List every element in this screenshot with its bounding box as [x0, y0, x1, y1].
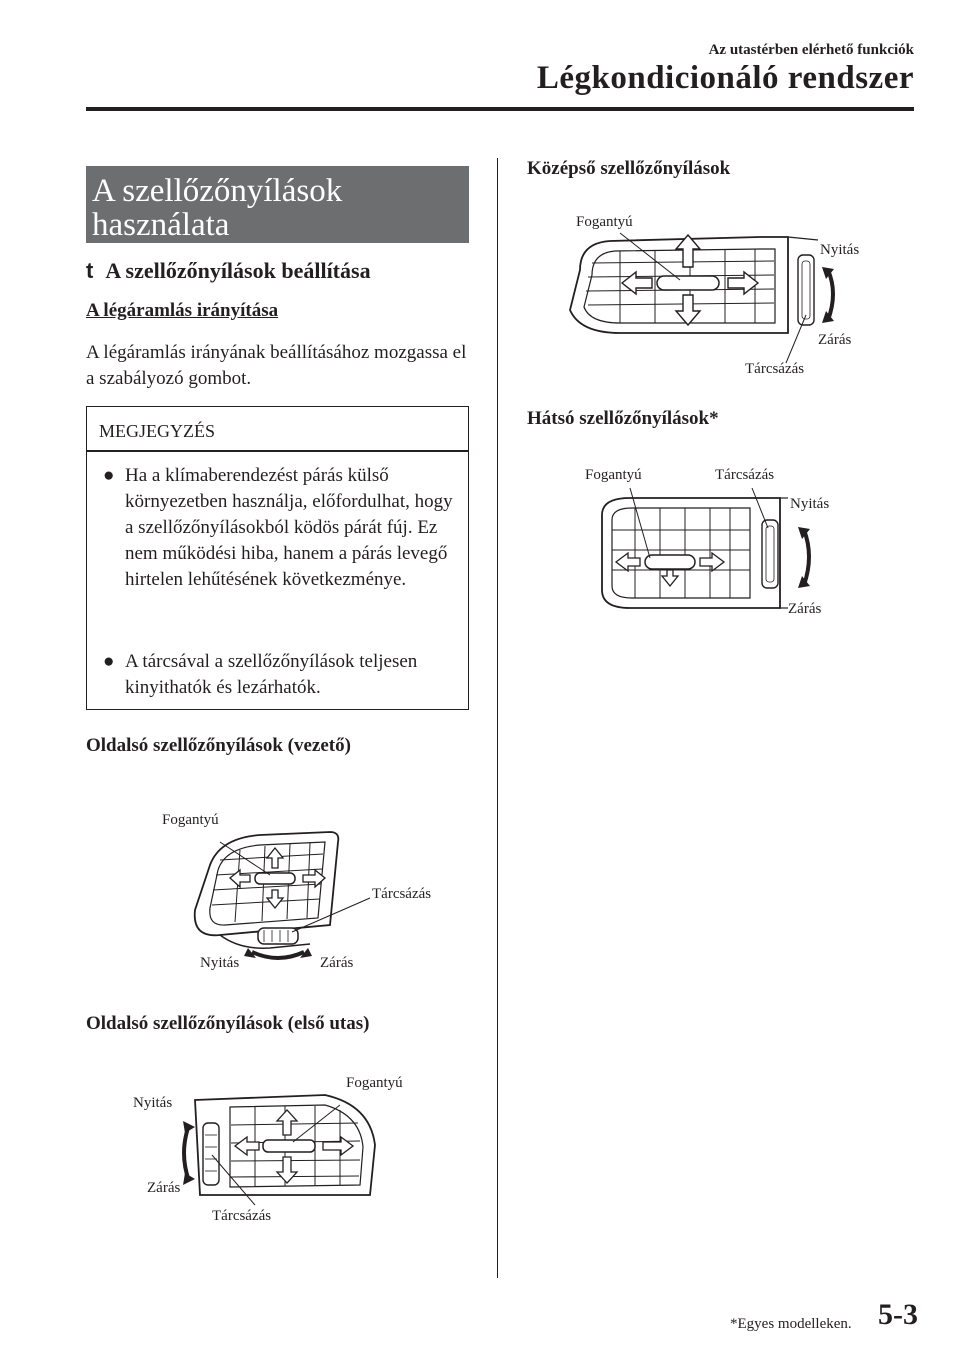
label-open: Nyitás — [820, 242, 860, 258]
page-number: 5-3 — [878, 1298, 918, 1331]
label-close: Zárás — [788, 601, 822, 617]
figure-title-driver: Oldalsó szellőzőnyílások (vezető) — [86, 735, 351, 756]
label-dial: Tárcsázás — [745, 361, 805, 377]
passenger-vent-illustration — [175, 1085, 385, 1200]
center-vent-illustration — [560, 225, 850, 345]
section-title-line1: A szellőzőnyílások — [92, 173, 343, 209]
chapter-category: Az utastérben elérhető funkciók — [708, 42, 914, 58]
note-box — [86, 406, 469, 710]
header-rule — [86, 107, 914, 111]
intro-paragraph: A légáramlás irányának beállításához mozgassa el a szabályozó gombot. — [86, 342, 467, 389]
note-item — [103, 649, 453, 701]
figure-title-rear: Hátsó szellőzőnyílások* — [527, 408, 719, 429]
airflow-heading: A légáramlás irányítása — [86, 300, 279, 321]
bullet-icon: ● — [103, 465, 115, 486]
label-dial: Tárcsázás — [212, 1208, 272, 1224]
sub-heading — [86, 258, 371, 284]
section-title-box — [86, 166, 469, 243]
bullet-icon: ● — [103, 651, 115, 672]
footnote: *Egyes modelleken. — [730, 1316, 852, 1332]
note-item-text: A tárcsával a szellőzőnyílások teljesen kinyithatók és lezárhatók. — [125, 651, 418, 698]
label-handle: Fogantyú — [162, 812, 219, 828]
figure-title-passenger: Oldalsó szellőzőnyílások (első utas) — [86, 1013, 370, 1034]
section-title-line2: használata — [92, 207, 230, 243]
label-open: Nyitás — [200, 955, 240, 971]
note-item — [103, 463, 453, 593]
sub-heading-bullet: t — [86, 258, 94, 283]
label-dial: Tárcsázás — [715, 467, 775, 483]
sub-heading-text: A szellőzőnyílások beállítása — [105, 258, 371, 283]
label-close: Zárás — [320, 955, 354, 971]
label-dial: Tárcsázás — [372, 886, 432, 902]
label-handle: Fogantyú — [576, 214, 633, 230]
note-divider — [87, 450, 468, 452]
figure-title-center: Középső szellőzőnyílások — [527, 158, 731, 179]
label-open: Nyitás — [133, 1095, 173, 1111]
label-close: Zárás — [818, 332, 852, 348]
label-handle: Fogantyú — [346, 1075, 403, 1091]
page-title: Légkondicionáló rendszer — [536, 60, 914, 96]
note-item-text: Ha a klímaberendezést párás külső környezetben használja, előfordulhat, hogy a szellőzőnyílásokból ködös párát fúj. Ez nem működési hiba, hanem a párás levegő hirtelen lehűtésének következménye. — [125, 465, 453, 590]
label-open: Nyitás — [790, 496, 830, 512]
note-title: MEGJEGYZÉS — [99, 421, 215, 441]
column-divider — [497, 158, 498, 1278]
label-handle: Fogantyú — [585, 467, 642, 483]
label-close: Zárás — [147, 1180, 181, 1196]
